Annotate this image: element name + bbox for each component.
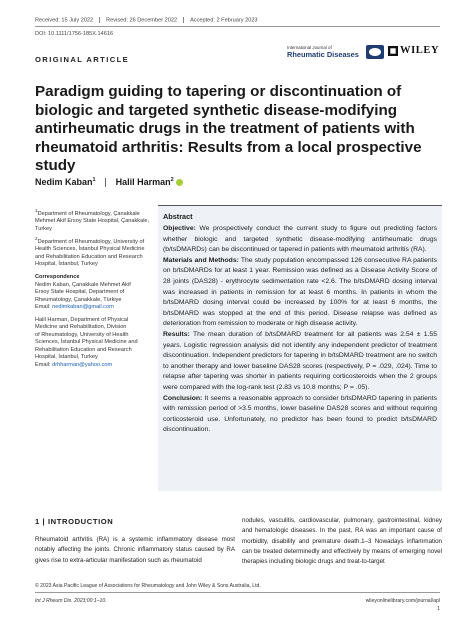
affiliation-1: $^1$Department of Rheumatology, Çanakkale Mehmet Akif Ersoy State Hospital, Çanakkale, Turkey <box>35 208 150 232</box>
author-affiliation-mark: 2 <box>170 177 174 183</box>
abstract-box <box>158 205 442 491</box>
introduction-right-column: nodules, vasculitis, cardiovascular, pulmonary, gastrointestinal, kidney and hematologic diseases. In the past, RA was an important cause of morbidity, disability and premature death.1–3 Nowadays inflammation can be treated determinedly and effectively by means of emerging novel therapies including biologic drugs and treat-to-target <box>242 517 442 566</box>
section-heading-introduction: 1 | INTRODUCTION <box>35 517 114 526</box>
author-list <box>35 177 183 187</box>
copyright-notice: © 2023 Asia Pacific League of Associations for Rheumatology and John Wiley & Sons Australia, Ltd. <box>35 583 261 589</box>
abstract-methods: The study population encompassed 126 consecutive RA patients on b/tsDMARDs for at least 1 year. Remission was defined as a Disease Activity Score of 28 joints (DAS28) - erythrocyte sedimentation rate <2.6. The b/tsDMARD dosing interval was increased in patients in remission for at least 6 months. In patients in whom the b/tsDMARD dosing interval could be increased by 100% for at least 6 months, the b/tsDMARD was stopped at the end of this period. Disease relapse was defined as deterioration from remission to moderate or high disease activity. <box>163 256 437 328</box>
article-dates <box>35 17 258 23</box>
journal-prefix: International Journal of <box>287 45 332 50</box>
author-separator <box>105 178 106 187</box>
correspondence-heading: Correspondence <box>35 274 80 280</box>
journal-name: Rheumatic Diseases <box>287 50 359 59</box>
article-title: Paradigm guiding to tapering or discontinuation of biologic and targeted synthetic disease-modifying antirheumatic drugs in the treatment of patients with rheumatoid arthritis: Results from a local prospective study <box>35 83 422 175</box>
accepted-date: Accepted: 2 February 2023 <box>190 17 258 24</box>
page-number: 1 <box>437 606 440 612</box>
author-name[interactable]: Halil Harman <box>115 177 171 187</box>
abstract-conclusion: It seems a reasonable approach to consider b/tsDMARD tapering in patients with remission period of >3.5 months, lower baseline DAS28 scores and without requiring corticosteroid use. Unfortunately, no predictor has been found to predict b/tsDMARD discontinuation. <box>163 394 437 434</box>
affiliation-2: $^2$Department of Rheumatology, University of Health Sciences, İstanbul Physical Medicine and Rehabilitation Education and Research Hospital, İstanbul, Turkey <box>35 236 145 268</box>
doi[interactable]: DOI: 10.1111/1756-185X.14616 <box>35 31 114 37</box>
abstract-heading: Abstract <box>163 212 193 221</box>
date-separator <box>183 17 184 23</box>
journal-citation: Int J Rheum Dis. 2023;00:1–10. <box>35 598 107 604</box>
orcid-icon[interactable] <box>176 179 183 186</box>
author-affiliation-mark: 1 <box>92 177 96 183</box>
email-link[interactable]: drhharman@yahoo.com <box>52 361 113 368</box>
correspondence: Correspondence Nedim Kaban, Çanakkale Mehmet Akif Ersoy State Hospital, Department of Rheumatology, Çanakkale, Türkiye Email: nedimkaban@gmail.com Halil Harman, Department of Physical Medicine and Rehabilitation, Division of Rheumatology, University of Health Sciences, İstanbul Physical Medicine and Rehabilitation Education and Research Hospital, İstanbul, Turkey Email: drhharman@yahoo.com <box>35 274 138 368</box>
date-separator <box>99 17 100 23</box>
email-link[interactable]: nedimkaban@gmail.com <box>52 304 114 310</box>
article-type: ORIGINAL ARTICLE <box>35 55 130 64</box>
apl-logo-icon <box>366 45 384 59</box>
introduction-left-column: Rheumatoid arthritis (RA) is a systemic inflammatory disease most notably affecting the joints. Chronic inflammatory status caused by RA gives rise to extra-articular manifestation such as rheumatoid <box>35 536 235 564</box>
abstract-results: The mean duration of b/tsDMARD treatment for all patients was 2.54 ± 1.55 years. Logistic regression analysis did not identify any independent predictor of treatment discontinuation. Independent predictors for tapering in b/tsDMARD treatment are no switch to another therapy and lower baseline DAS28 scores (respectively, P = .029, .024). Time to relapse after tapering was shorter in patients requiring corticosteroids when the 2 groups were compared with the log-rank test (2.83 vs 10.8 months; P = .05). <box>163 330 437 391</box>
abstract-body: Objective: We prospectively conduct the current study to figure out predicting factors whether biologic and targeted synthetic disease-modifying antirheumatic drugs (b/tsDMARDs) can be discontinued or tapered in patients with rheumatoid arthritis (RA). Materials and Methods: The study population encompassed 126 consecutive RA patients on b/tsDMARDs for at least 1 year. Remission was defined as a Disease Activity Score of 28 joints (DAS28) - erythrocyte sedimentation rate <2.6. The b/tsDMARD dosing interval was increased in patients in remission for at least 6 months. In patients in whom the b/tsDMARD dosing interval could be increased by 100% for at least 6 months, the b/tsDMARD was stopped at the end of this period. Disease relapse was defined as deterioration from remission to moderate or high disease activity. Results: The mean duration of b/tsDMARD treatment for all patients was 2.54 ± 1.55 years. Logistic regression analysis did not identify any independent predictor of treatment discontinuation. Independent predictors for tapering in b/tsDMARD treatment are no switch to another therapy and lower baseline DAS28 scores (respectively, P = .029, .024). Time to relapse after tapering was shorter in patients requiring corticosteroids when the 2 groups were compared with the log-rank test (2.83 vs 10.8 months; P = .05). Conclusion: It seems a reasonable approach to consider b/tsDMARD tapering in patients with remission period of >3.5 months, lower baseline DAS28 scores and without requiring corticosteroid use. Unfortunately, no predictor has been found to predict b/tsDMARD discontinuation. <box>163 225 438 434</box>
publisher-logo[interactable]: WILEY <box>400 45 440 56</box>
received-date: Received: 15 July 2022 <box>35 17 94 24</box>
journal-website-link[interactable]: wileyonlinelibrary.com/journal/apl <box>365 598 440 604</box>
author-name[interactable]: Nedim Kaban <box>35 177 93 187</box>
wiley-mark-icon <box>388 46 398 56</box>
revised-date: Revised: 26 December 2022 <box>106 17 178 24</box>
footer-rule <box>35 592 440 593</box>
abstract-objective: We prospectively conduct the current study to figure out predicting factors whether biologic and targeted synthetic disease-modifying antirheumatic drugs (b/tsDMARDs) can be discontinued or tapered in patients with rheumatoid arthritis (RA). <box>163 225 438 254</box>
header-rule <box>35 26 440 27</box>
abstract-rule <box>158 205 442 206</box>
